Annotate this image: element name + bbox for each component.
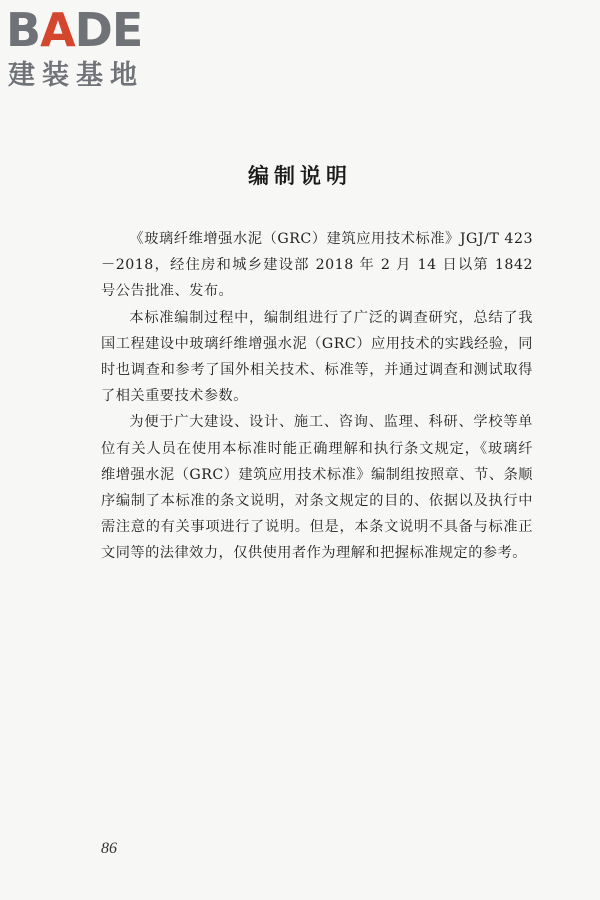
logo-letter-a: A: [40, 3, 75, 57]
logo-wordmark: [6, 2, 142, 58]
paragraph-1: 《玻璃纤维增强水泥（GRC）建筑应用技术标准》JGJ/T 423－2018，经住房和城乡建设部 2018 年 2 月 14 日以第 1842 号公告批准、发布。: [101, 231, 533, 300]
logo-letter-b: B: [6, 3, 41, 57]
paragraph-3: 为便于广大建设、设计、施工、咨询、监理、科研、学校等单位有关人员在使用本标准时能正确理解和执行条文规定，《玻璃纤维增强水泥（GRC）建筑应用技术标准》编制组按照章、节、条顺序编制了本标准的条文说明，对条文规定的目的、依据以及执行中需注意的有关事项进行了说明。但是，本条文说明不具备与标准正文同等的法律效力，仅供使用者作为理解和把握标准规定的参考。: [101, 414, 533, 562]
page-number: 86: [101, 840, 117, 857]
document-body: [101, 226, 533, 567]
logo-letters-de: DE: [74, 3, 143, 57]
paragraph-2: 本标准编制过程中，编制组进行了广泛的调查研究，总结了我国工程建设中玻璃纤维增强水泥（GRC）应用技术的实践经验，同时也调查和参考了国外相关技术、标准等，并通过调查和测试取得了相关重要技术参数。: [101, 309, 533, 405]
logo-subtitle: 建装基地: [8, 60, 144, 91]
brand-logo: [6, 2, 186, 102]
page-title: 编制说明: [248, 164, 352, 188]
